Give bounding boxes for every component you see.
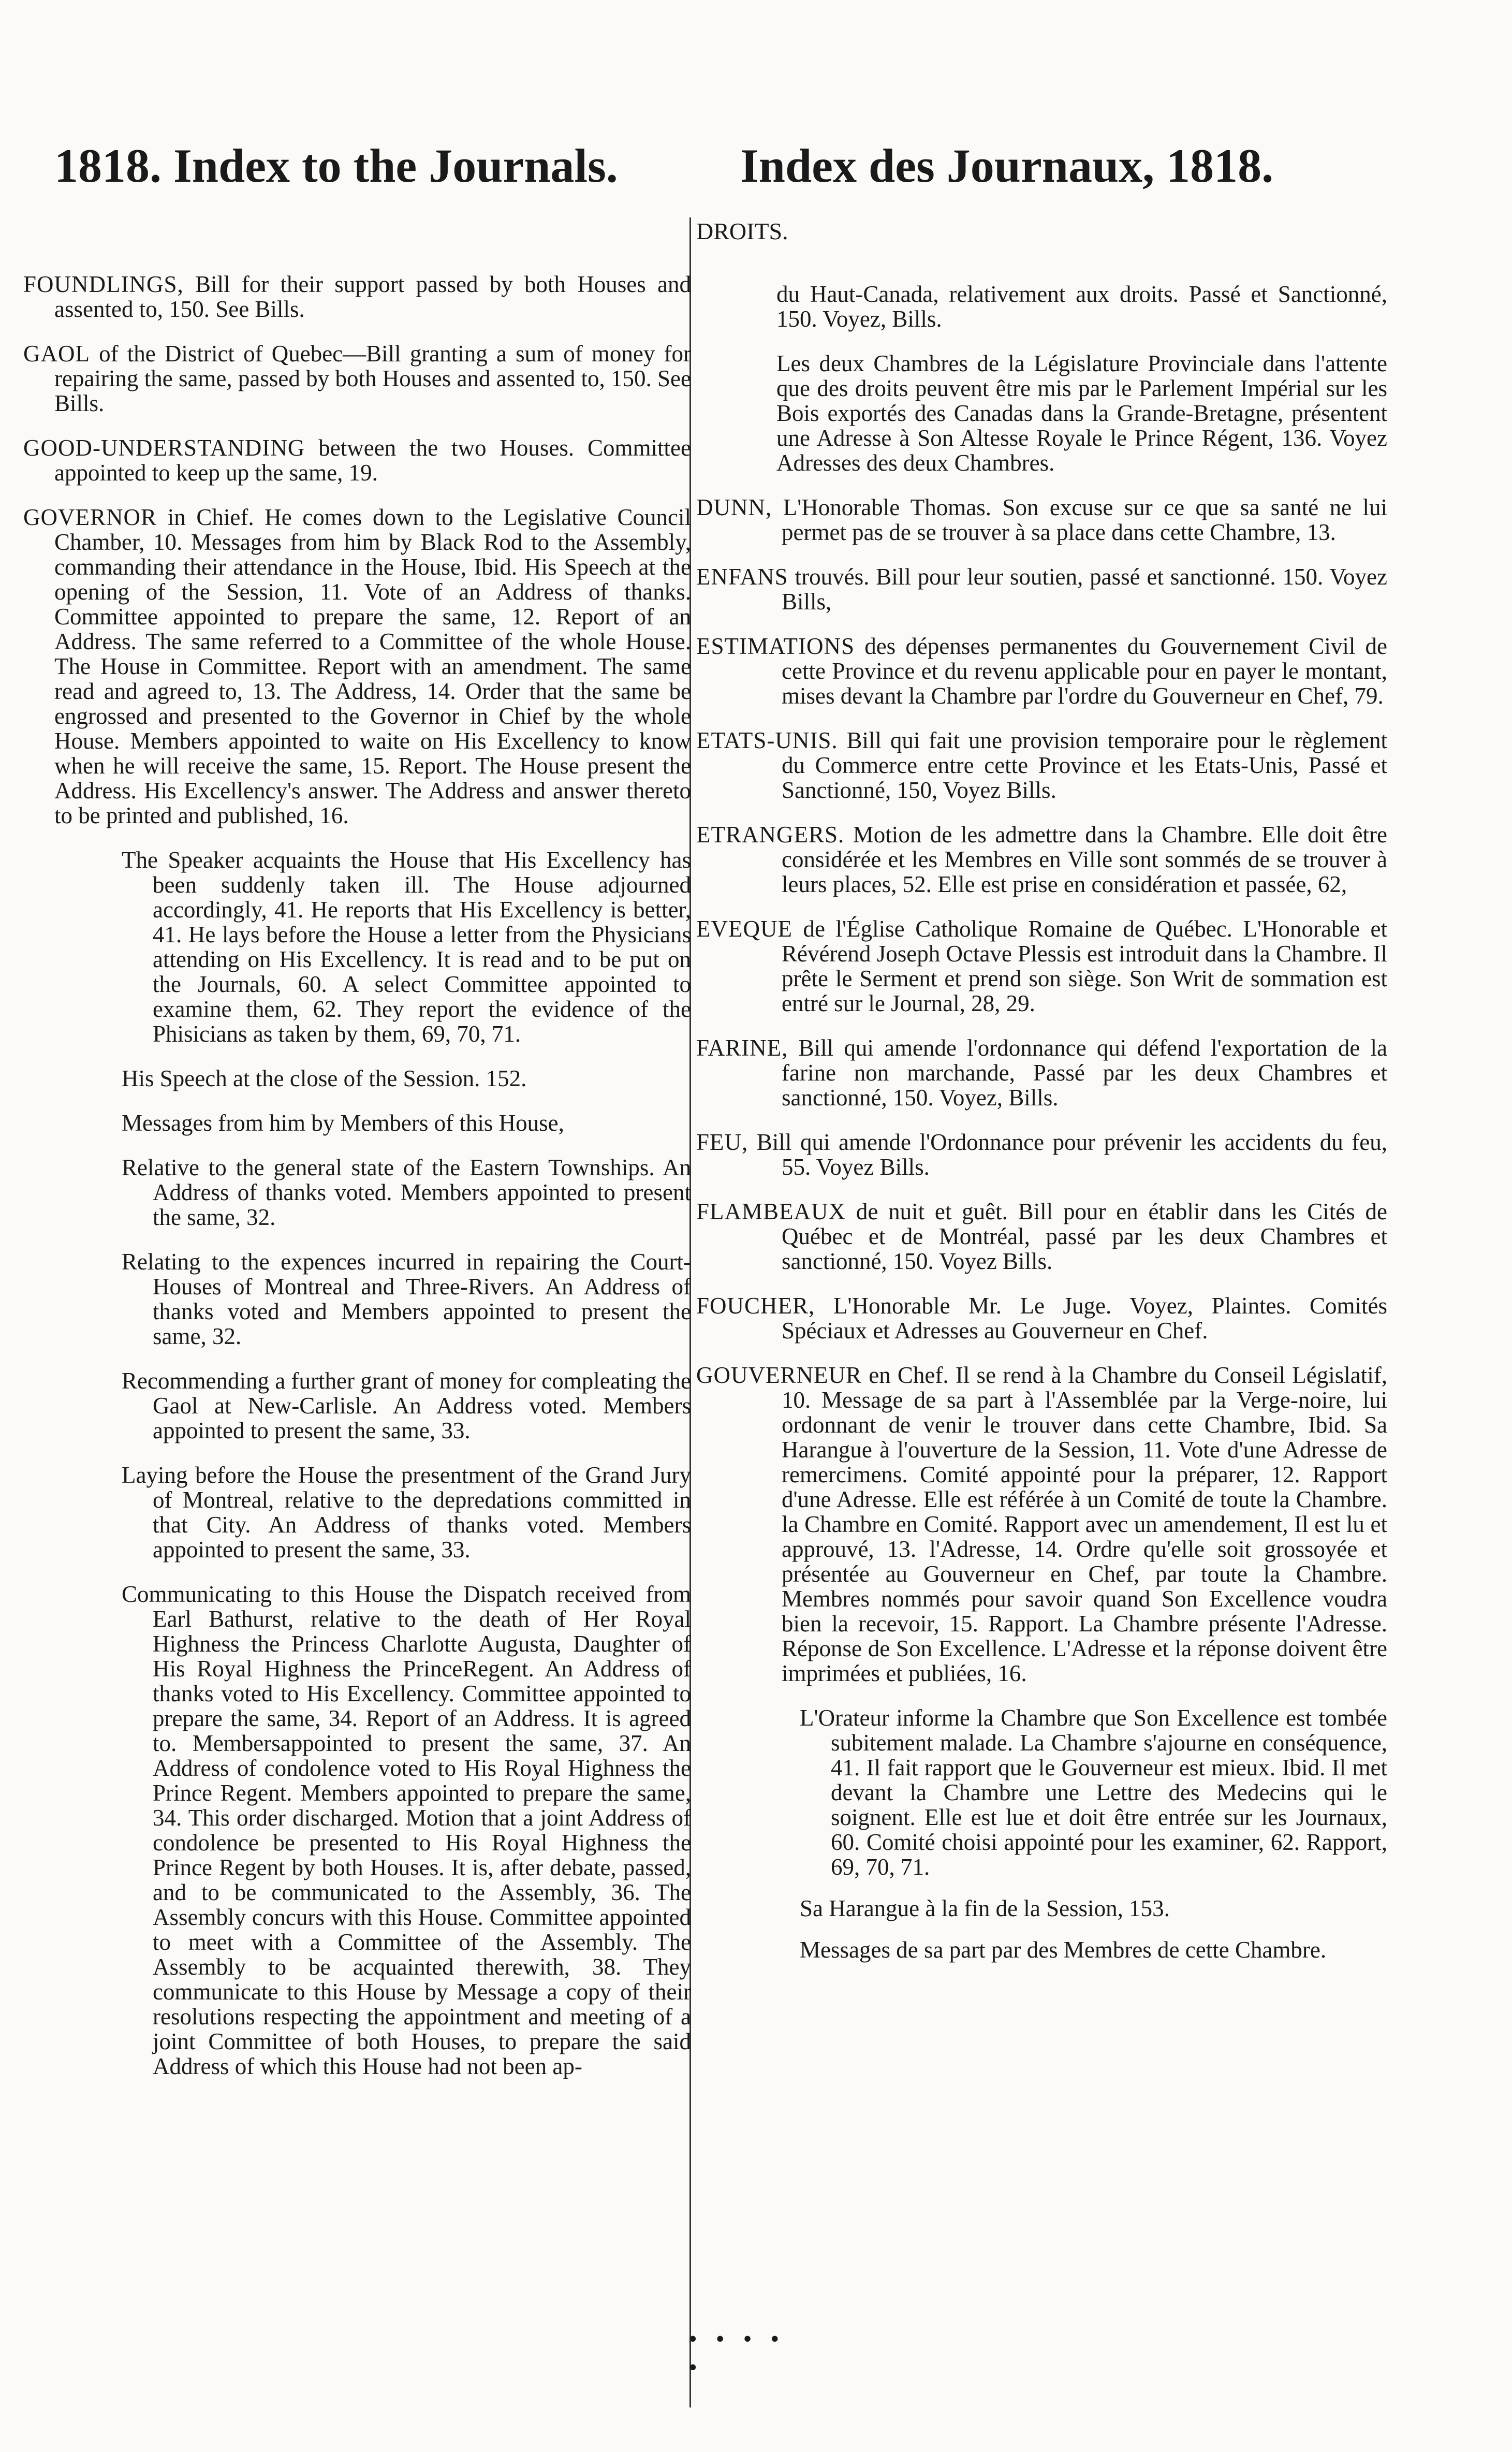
page-header-right: Index des Journaux, 1818. [740,139,1274,192]
sub-entry: Relative to the general state of the Eastern Townships. An Address of thanks voted. Members appointed to present the same, 32. [122,1155,691,1230]
entry-text: des dépenses permanentes du Gouvernement Civil de cette Province et du revenu applicable pour en payer le montant, mises devant la Chambre par l'ordre du Gouverneur en Chef, 79. [782,633,1388,709]
index-entry [696,916,1387,1016]
entry-heading: ETATS-UNIS. [696,727,838,753]
entry-text: de l'Église Catholique Romaine de Québec. L'Honorable et Révérend Joseph Octave Plessis est introduit dans la Chambre. Il prête le Serment et prend son siège. Son Writ de sommation est entré sur le Journal, 28, 29. [782,916,1388,1016]
sub-entry: Messages from him by Members of this House, [122,1110,564,1136]
index-entry [696,822,1387,897]
sub-entry: Recommending a further grant of money for compleating the Gaol at New-Carlisle. An Address voted. Members appointed to present the same, 33. [122,1368,691,1443]
entry-text: L'Honorable Mr. Le Juge. Voyez, Plaintes. Comités Spéciaux et Adresses au Gouverneur en Chef. [782,1293,1387,1344]
entry-text: Bill for their support passed by both Houses and assented to, 150. See Bills. [54,271,691,322]
sub-entry: L'Orateur informe la Chambre que Son Excellence est tombée subitement malade. La Chambre s'ajourne en conséquence, 41. Il fait rapport que le Gouverneur est mieux. Ibid. Il met devant la Chambre une Lettre des Medecins qui le soignent. Elle est lue et doit être entrée sur les Journaux, 60. Comité choisi appointé pour les examiner, 62. Rapport, 69, 70, 71. [800,1705,1387,1880]
index-entry [696,564,1387,614]
entry-heading: GOUVERNEUR [696,1362,862,1388]
sub-entry: The Speaker acquaints the House that His Excellency has been suddenly taken ill. The House adjourned accordingly, 41. He reports that His Excellency is better, 41. He lays before the House a letter from the Physicians attending on His Excellency. It is read and to be put on the Journals, 60. A select Committee appointed to examine them, 62. They report the evidence of the Phisicians as taken by them, 69, 70, 71. [122,847,691,1047]
index-entry [696,634,1387,708]
letter-heading: DROITS. [696,218,788,244]
index-entry [696,1293,1387,1343]
index-entry [696,728,1387,802]
entry-text: trouvés. Bill pour leur soutien, passé et sanctionné. 150. Voyez Bills, [782,564,1387,615]
index-entry [23,341,691,416]
entry-text: Motion de les admettre dans la Chambre. Elle doit être considérée et les Membres en Ville sont sommés de se trouver à leurs places, 52. Elle est prise en considération et passée, 62, [782,822,1387,897]
entry-heading: EVEQUE [696,916,792,942]
continued-entry: du Haut-Canada, relativement aux droits. Passé et Sanctionné, 150. Voyez, Bills. [776,281,1387,332]
entry-heading: ENFANS [696,564,788,590]
page-header-left: 1818. Index to the Journals. [54,139,618,192]
index-entry [23,505,691,828]
index-entry [696,1035,1387,1110]
entry-heading: FLAMBEAUX [696,1199,846,1224]
entry-heading: GOOD-UNDERSTANDING [23,435,305,461]
continued-entry: Les deux Chambres de la Législature Provinciale dans l'attente que des droits peuvent être mis par le Parlement Impérial sur les Bois exportés des Canadas dans la Grande-Bretagne, présentent une Adresse à Son Altesse Royale le Prince Régent, 136. Voyez Adresses des deux Chambres. [776,351,1387,476]
index-entry [696,1363,1387,1686]
entry-text: Bill qui amende l'Ordonnance pour prévenir les accidents du feu, 55. Voyez Bills. [756,1129,1387,1180]
entry-heading: FOUNDLINGS, [23,271,184,297]
entry-heading: GOVERNOR [23,504,157,530]
entry-text: Bill qui fait une provision temporaire pour le règlement du Commerce entre cette Province et les Etats-Unis, Passé et Sanctionné, 150, Voyez Bills. [782,727,1388,803]
sub-entry: Communicating to this House the Dispatch received from Earl Bathurst, relative to the death of Her Royal Highness the Princess Charlotte Augusta, Daughter of His Royal Highness the PrinceRegent. An Address of thanks voted to His Excellency. Committee appointed to prepare the same, 34. Report of an Address. It is agreed to. Membersappointed to present the same, 37. An Address of condolence voted to His Royal Highness the Prince Regent. Members appointed to prepare the same, 34. This order discharged. Motion that a joint Address of condolence be presented to His Royal Highness the Prince Regent by both Houses. It is, after debate, passed, and to be communicated to the Assembly, 36. The Assembly concurs with this House. Committee appointed to meet with a Committee of the Assembly. The Assembly to be acquainted therewith, 38. They communicate to this House by Message a copy of their resolutions respecting the appointment and meeting of a joint Committee of both Houses, to prepare the said Address of which this House had not been ap- [122,1581,691,2079]
sub-entry: Laying before the House the presentment of the Grand Jury of Montreal, relative to the depredations committed in that City. An Address of thanks voted. Members appointed to present the same, 33. [122,1462,691,1563]
entry-text: between the two Houses. Committee appointed to keep up the same, 19. [54,435,691,486]
sub-entry: Messages de sa part par des Membres de cette Chambre. [800,1937,1327,1963]
entry-text: de nuit et guêt. Bill pour en établir dans les Cités de Québec et de Montréal, passé par les deux Chambres et sanctionné, 150. Voyez Bills. [782,1199,1388,1274]
entry-heading: FARINE, [696,1035,788,1061]
index-entry [696,495,1387,545]
footer-mark: • • • • • [688,2325,786,2381]
entry-heading: FEU, [696,1129,748,1155]
entry-heading: ESTIMATIONS [696,633,855,659]
left-column [23,212,691,2098]
sub-entry: His Speech at the close of the Session. 152. [122,1066,527,1091]
entry-heading: ETRANGERS. [696,822,845,848]
index-entry [696,1130,1387,1179]
entry-text: en Chef. Il se rend à la Chambre du Conseil Législatif, 10. Message de sa part à l'Assemblée par la Verge-noire, lui ordonnant de venir le trouver dans cette Chambre, Ibid. Sa Harangue à l'ouverture de la Session, 11. Vote d'une Adresse de remercimens. Comité appointé pour la préparer, 12. Rapport d'une Adresse. Elle est référée à un Comité de toute la Chambre. la Chambre en Comité. Rapport avec un amendement, Il est lu et approuvé, 13. l'Adresse, 14. Ordre qu'elle soit grossoyée et présentée au Gouverneur en Chef, par toute la Chambre. Membres nommés pour savoir quand Son Excellence voudra bien la recevoir, 15. Rapport. La Chambre présente l'Adresse. Réponse de Son Excellence. L'Adresse et la réponse doivent être imprimées et publiées, 16. [782,1362,1388,1686]
index-entry [23,272,691,322]
entry-text: in Chief. He comes down to the Legislative Council Chamber, 10. Messages from him by Black Rod to the Assembly, commanding their attendance in the House, Ibid. His Speech at the opening of the Session, 11. Vote of an Address of thanks. Committee appointed to prepare the same, 12. Report of an Address. The same referred to a Committee of the whole House. The House in Committee. Report with an amendment. The same read and agreed to, 13. The Address, 14. Order that the same be engrossed and presented to the Governor in Chief by the whole House. Members appointed to waite on His Excellency to know when he will receive the same, 15. Report. The House present the Address. His Excellency's answer. The Address and answer thereto to be printed and published, 16. [54,504,692,828]
right-column [696,212,1387,1979]
index-entry [23,435,691,485]
entry-text: of the District of Quebec—Bill granting a sum of money for repairing the same, passed by both Houses and assented to, 150. See Bills. [54,341,692,416]
entry-heading: GAOL [23,341,90,367]
entry-heading: FOUCHER, [696,1293,815,1319]
entry-text: Bill qui amende l'ordonnance qui défend l'exportation de la farine non marchande, Passé par les deux Chambres et sanctionné, 150. Voyez, Bills. [782,1035,1387,1111]
entry-heading: DUNN, [696,494,772,520]
sub-entry: Relating to the expences incurred in repairing the Court-Houses of Montreal and Three-Rivers. An Address of thanks voted and Members appointed to present the same, 32. [122,1249,691,1349]
entry-text: L'Honorable Thomas. Son excuse sur ce que sa santé ne lui permet pas de se trouver à sa place dans cette Chambre, 13. [782,494,1388,545]
index-entry [696,1199,1387,1274]
sub-entry: Sa Harangue à la fin de la Session, 153. [800,1895,1170,1921]
